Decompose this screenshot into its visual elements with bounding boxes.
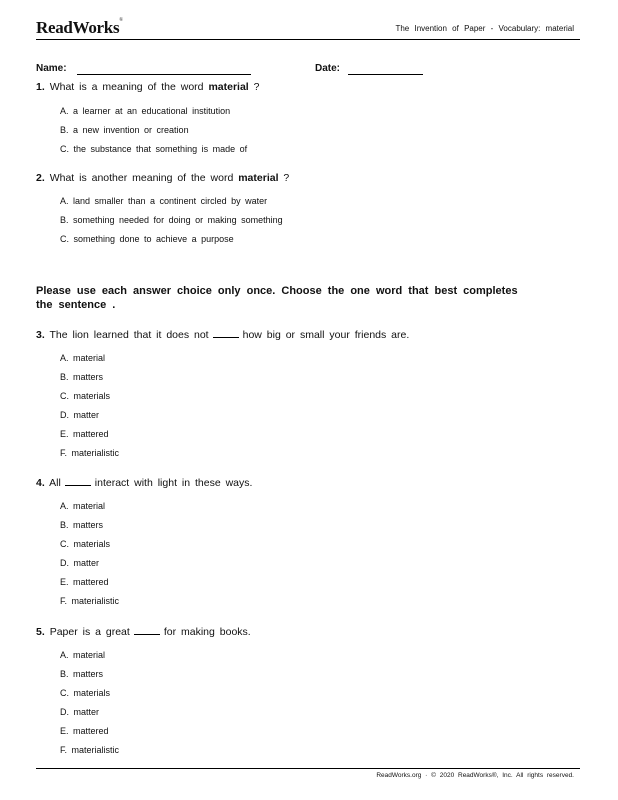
question-5-option-b: B. matters (60, 669, 104, 679)
date-line (348, 74, 423, 75)
footer-divider (36, 768, 580, 769)
question-4: 4. All interact with light in these ways. (36, 477, 253, 489)
date-label: Date: (315, 63, 341, 74)
question-3-option-d: D. matter (60, 410, 100, 420)
question-4-option-c: C. materials (60, 539, 111, 549)
question-3-option-a: A. material (60, 353, 106, 363)
question-4-option-a: A. material (60, 501, 106, 511)
question-4-option-b: B. matters (60, 520, 104, 530)
question-1-option-c: C. the substance that something is made of (60, 144, 248, 154)
question-3-option-e: E. mattered (60, 429, 109, 439)
answer-blank (213, 329, 239, 338)
question-2-option-a: A. land smaller than a continent circled by water (60, 196, 268, 206)
copyright-footer: ReadWorks.org · © 2020 ReadWorks®, Inc. All rights reserved. (376, 772, 574, 779)
question-5-option-f: F. materialistic (60, 745, 120, 755)
question-3-option-f: F. materialistic (60, 448, 120, 458)
answer-blank (134, 626, 160, 635)
answer-blank (65, 477, 91, 486)
readworks-logo: ReadWorks® (36, 18, 123, 37)
question-3: 3. The lion learned that it does not how big or small your friends are. (36, 329, 410, 341)
question-2: 2. What is another meaning of the word material ? (36, 172, 290, 184)
header-divider (36, 39, 580, 40)
question-1-option-a: A. a learner at an educational institution (60, 106, 231, 116)
name-label: Name: (36, 63, 67, 74)
question-4-option-d: D. matter (60, 558, 100, 568)
question-4-option-f: F. materialistic (60, 596, 120, 606)
question-4-option-e: E. mattered (60, 577, 109, 587)
question-3-option-b: B. matters (60, 372, 104, 382)
question-5-option-d: D. matter (60, 707, 100, 717)
question-5-option-c: C. materials (60, 688, 111, 698)
instructions: Please use each answer choice only once. Choose the one word that best completes the sentence . (36, 285, 518, 311)
question-1-option-b: B. a new invention or creation (60, 125, 189, 135)
name-line (77, 74, 251, 75)
question-5-option-e: E. mattered (60, 726, 109, 736)
question-2-option-c: C. something done to achieve a purpose (60, 234, 234, 244)
question-2-option-b: B. something needed for doing or making something (60, 215, 283, 225)
question-3-option-c: C. materials (60, 391, 111, 401)
document-title: The Invention of Paper - Vocabulary: material (395, 24, 574, 33)
question-5-option-a: A. material (60, 650, 106, 660)
question-1: 1. What is a meaning of the word material ? (36, 81, 260, 93)
question-5: 5. Paper is a great for making books. (36, 626, 251, 638)
